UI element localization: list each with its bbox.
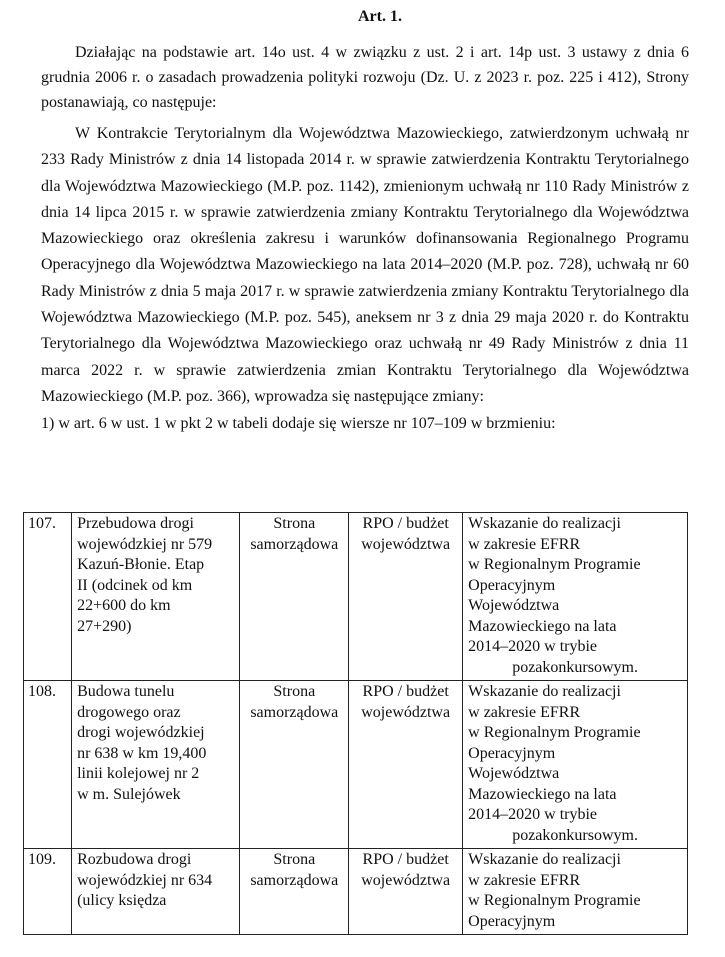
responsible-party-line: Strona [273, 515, 316, 532]
project-name-line: wojewódzkiej nr 579 [77, 535, 213, 553]
document-page [41, 0, 689, 437]
project-description-line: w Regionalnym Programie [468, 724, 641, 741]
project-description-line: w zakresie EFRR [468, 535, 581, 553]
project-name-line: 27+290) [77, 617, 132, 635]
project-name-line: drogowego oraz [77, 703, 181, 721]
project-name-line: 22+600 do km [77, 597, 171, 614]
amendment-table [23, 512, 688, 935]
project-name-line: nr 638 w km 19,400 [77, 744, 207, 762]
amendment-paragraph: W Kontrakcie Terytorialnym dla Województwa Mazowieckiego, zatwierdzonym uchwałą nr 233 Rady Ministrów z dnia 14 listopada 2014 r. w sprawie zatwierdzenia Kontraktu Terytorialnego dla Województwa Mazowieckiego (M.P. poz. 1142), zmienionym uchwałą nr 110 Rady Ministrów z dnia 14 lipca 2015 r. w sprawie zatwierdzenia zmiany Kontraktu Terytorialnego dla Województwa Mazowieckiego oraz określenia zakresu i warunków dofinansowania Regionalnego Programu Operacyjnego dla Województwa Mazowieckiego na lata 2014–2020 (M.P. poz. 728), uchwałą nr 60 Rady Ministrów z dnia 5 maja 2017 r. w sprawie zatwierdzenia zmiany Kontraktu Terytorialnego dla Województwa Mazowieckiego (M.P. poz. 545), aneksem nr 3 z dnia 29 maja 2020 r. do Kontraktu Terytorialnego dla Województwa Mazowieckiego oraz uchwałą nr 49 Rady Ministrów z dnia 11 marca 2022 r. w sprawie zatwierdzenia zmian Kontraktu Terytorialnego dla Województwa Mazowieckiego (M.P. poz. 366), wprowadza się następujące zmiany: [41, 125, 689, 405]
funding-source-line: RPO / budżet [362, 851, 449, 868]
project-description-line: pozakonkursowym. [512, 658, 638, 676]
row-number: 107. [24, 513, 72, 681]
project-description-line: w Regionalnym Programie [468, 892, 641, 909]
article-title: Art. 1. [358, 8, 402, 25]
funding-source-line: województwa [361, 703, 451, 721]
row-number: 108. [24, 681, 72, 849]
project-description-line: Operacyjnym [468, 576, 556, 594]
project-description [463, 513, 688, 681]
responsible-party-line: samorządowa [250, 871, 339, 889]
project-name-line: drogi wojewódzkiej [77, 724, 205, 741]
project-description-line: Mazowieckiego na lata [468, 617, 617, 635]
project-description-line: Wskazanie do realizacji [468, 515, 621, 532]
funding-source-line: RPO / budżet [362, 683, 449, 700]
project-description-line: Wskazanie do realizacji [468, 683, 621, 700]
responsible-party-line: samorządowa [250, 535, 339, 553]
project-name-line: linii kolejowej nr 2 [77, 765, 200, 782]
preamble-paragraph: Działając na podstawie art. 14o ust. 4 w związku z ust. 2 i art. 14p ust. 3 ustawy z dnia 6 grudnia 2006 r. o zasadach prowadzenia polityki rozwoju (Dz. U. z 2023 r. poz. 225 i 412), Strony postanawiają, co następuje: [41, 44, 689, 111]
row-number: 109. [24, 849, 72, 935]
project-description [463, 849, 688, 935]
project-description-line: 2014–2020 w trybie [468, 806, 598, 823]
point-1: 1) w art. 6 w ust. 1 w pkt 2 w tabeli dodaje się wiersze nr 107–109 w brzmieniu: [41, 415, 556, 433]
project-description-line: Mazowieckiego na lata [468, 785, 617, 803]
project-name-line: II (odcinek od km [77, 576, 193, 594]
project-name-line: w m. Sulejówek [77, 785, 181, 803]
project-name-line: (ulicy księdza [77, 892, 167, 909]
project-name [72, 513, 240, 681]
project-description-line: Województwa [468, 765, 560, 782]
funding-source [349, 513, 463, 681]
project-description [463, 681, 688, 849]
project-description-line: Wskazanie do realizacji [468, 851, 621, 868]
responsible-party [240, 681, 349, 849]
table-row [24, 849, 688, 935]
project-name-line: Przebudowa drogi [77, 515, 194, 532]
funding-source [349, 849, 463, 935]
responsible-party [240, 513, 349, 681]
funding-source-line: RPO / budżet [362, 515, 449, 532]
project-name [72, 849, 240, 935]
funding-source [349, 681, 463, 849]
project-name-line: Budowa tunelu [77, 683, 175, 700]
project-name-line: Rozbudowa drogi [77, 851, 192, 868]
project-description-line: Operacyjnym [468, 744, 556, 762]
responsible-party [240, 849, 349, 935]
funding-source-line: województwa [361, 535, 451, 553]
project-description-line: pozakonkursowym. [512, 826, 638, 844]
responsible-party-line: Strona [273, 851, 316, 868]
amendment-table-body [24, 513, 688, 935]
project-description-line: w Regionalnym Programie [468, 556, 641, 573]
project-name-line: Kazuń-Błonie. Etap [77, 556, 205, 573]
project-description-line: w zakresie EFRR [468, 703, 581, 721]
project-description-line: 2014–2020 w trybie [468, 638, 598, 655]
table-row [24, 513, 688, 681]
table-row [24, 681, 688, 849]
project-name-line: wojewódzkiej nr 634 [77, 871, 213, 889]
responsible-party-line: samorządowa [250, 703, 339, 721]
funding-source-line: województwa [361, 871, 451, 889]
project-description-line: Operacyjnym [468, 912, 556, 930]
project-description-line: w zakresie EFRR [468, 871, 581, 889]
responsible-party-line: Strona [273, 683, 316, 700]
project-description-line: Województwa [468, 597, 560, 614]
project-name [72, 681, 240, 849]
